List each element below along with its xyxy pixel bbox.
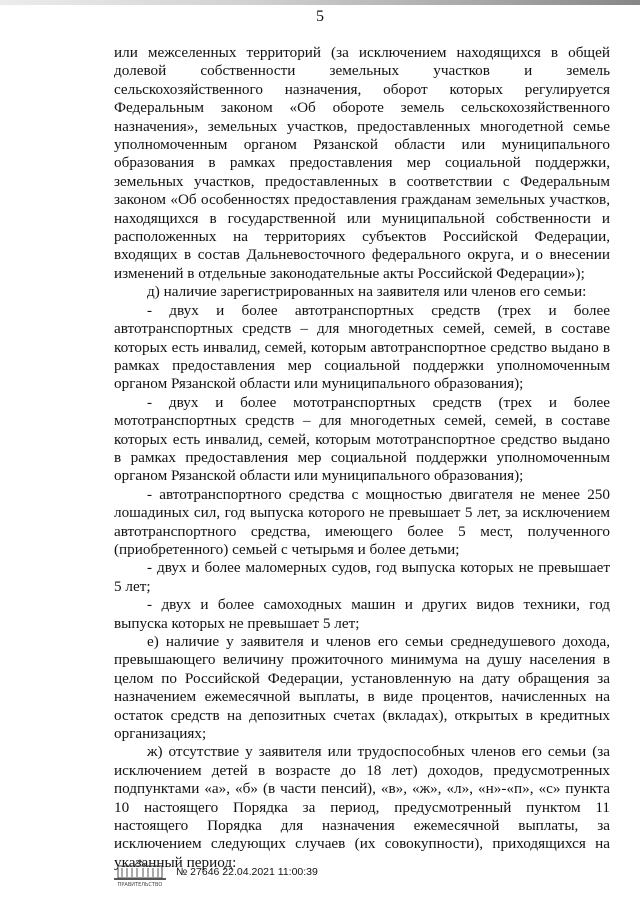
stamp-text: ПРАВИТЕЛЬСТВО <box>117 882 163 888</box>
list-item-self-propelled: - двух и более самоходных машин и других видов техники, год выпуска которых не превышает 5 лет; <box>114 596 610 632</box>
page-number: 5 <box>316 8 324 25</box>
document-footer <box>112 856 372 892</box>
registration-number: № 27646 22.04.2021 11:00:39 <box>176 866 318 878</box>
list-item-small-boats: - двух и более маломерных судов, год выпуска которых не превышает 5 лет; <box>114 559 610 595</box>
government-building-logo <box>112 856 168 888</box>
document-body <box>114 44 610 872</box>
list-item-engine-power: - автотранспортного средства с мощностью двигателя не менее 250 лошадиных сил, год выпуска которого не превышает 5 лет, за исключением автотранспортного средства, имеющего более 5 мест, полученного (приобретенного) семьей с четырьмя и более детьми; <box>114 485 610 558</box>
paragraph-item-zh: ж) отсутствие у заявителя или трудоспособных членов его семьи (за исключением детей в возрасте до 18 лет) доходов, предусмотренных подпунктами «а», «б» (в части пенсий), «в», «ж», «л», «н»-«п», «с» пункта 10 настоящего Порядка за период, предусмотренный пунктом 11 настоящего Порядка для назначения ежемесячной выплаты, за исключением следующих случаев (их совокупности), приходящихся на указанный период: <box>114 743 610 871</box>
list-item-vehicles: - двух и более автотранспортных средств (трех и более автотранспортных средств – для многодетных семей, семей, в составе которых есть инвалид, семей, которым автотранспортное средство выдано в рамках предоставления мер социальной поддержки уполномоченным органом Рязанской области или муниципального образования); <box>114 301 610 393</box>
list-item-motorcycles: - двух и более мототранспортных средств (трех и более мототранспортных средств – для многодетных семей, семей, в составе которых есть инвалид, семей, которым мототранспортное средство выдано в рамках предоставления мер социальной поддержки уполномоченным органом Рязанской области или муниципального образования); <box>114 393 610 485</box>
paragraph-item-d: д) наличие зарегистрированных на заявителя или членов его семьи: <box>147 283 587 301</box>
scan-top-edge <box>0 0 640 5</box>
paragraph-item-e: е) наличие у заявителя и членов его семьи среднедушевого дохода, превышающего величину прожиточного минимума на душу населения в целом по Российской Федерации, установленную на дату обращения за назначением ежемесячной выплаты, в виде процентов, начисленных на остаток средств на депозитных счетах (вкладах), открытых в кредитных организациях; <box>114 633 610 743</box>
paragraph-land-plots: или межселенных территорий (за исключением находящихся в общей долевой собственности земельных участков и земель сельскохозяйственного назначения, оборот которых регулируется Федеральным законом «Об обороте земель сельскохозяйственного назначения», земельных участков, предоставленных многодетной семье уполномоченным органом Рязанской области или муниципального образования в рамках предоставления мер социальной поддержки, земельных участков, предоставленных в соответствии с Федеральным законом «Об особенностях предоставления гражданам земельных участков, находящихся в государственной или муниципальной собственности и расположенных на территориях субъектов Российской Федерации, входящих в состав Дальневосточного федерального округа, и о внесении изменений в отдельные законодательные акты Российской Федерации»); <box>114 44 610 282</box>
